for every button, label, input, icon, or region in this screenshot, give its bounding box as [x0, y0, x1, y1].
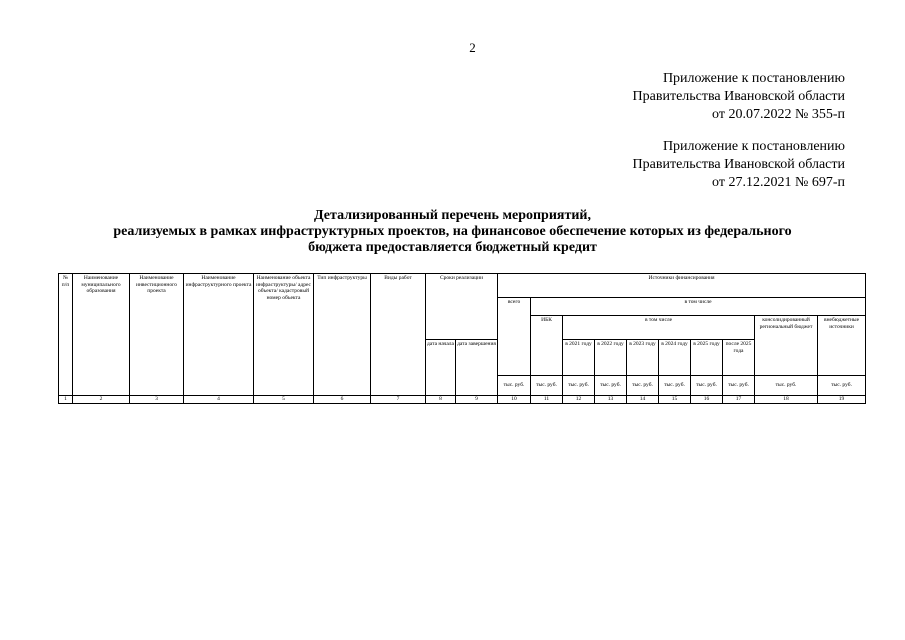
unit-cell: тыс. руб. [595, 376, 627, 396]
column-number: 3 [130, 396, 184, 404]
unit-cell: тыс. руб. [659, 376, 691, 396]
header-investment-project: Наименование инвестиционного проекта [130, 274, 184, 396]
unit-cell: тыс. руб. [723, 376, 755, 396]
header-start-date: дата начала [426, 340, 456, 396]
header-regional-budget: консолидированный региональный бюджет [755, 316, 818, 376]
column-number: 11 [531, 396, 563, 404]
header-infra-type: Тип инфраструктуры [314, 274, 371, 396]
appendix-line: Приложение к постановлению [662, 71, 845, 86]
column-number: 17 [723, 396, 755, 404]
header-object-name: Наименование объекта инфраструктуры/ адрес объекта/ кадастровый номер объекта [254, 274, 314, 396]
column-number: 19 [818, 396, 866, 404]
title-line: реализуемых в рамках инфраструктурных проектов, на финансовое обеспечение которых из федерального [113, 224, 792, 239]
header-work-type: Виды работ [371, 274, 426, 396]
column-number: 4 [184, 396, 254, 404]
appendix-line: от 20.07.2022 № 355-п [712, 107, 845, 122]
document-title [40, 208, 865, 256]
column-number: 12 [563, 396, 595, 404]
measures-table [58, 273, 866, 404]
header-end-date: дата завершения [456, 340, 498, 396]
header-of-which: в том числе [563, 316, 755, 340]
appendix-line: Правительства Ивановской области [632, 89, 845, 104]
column-number: 16 [691, 396, 723, 404]
unit-cell: тыс. руб. [627, 376, 659, 396]
header-sources: Источники финансирования [498, 274, 866, 298]
header-including: в том числе [531, 298, 866, 316]
unit-cell: тыс. руб. [818, 376, 866, 396]
header-terms: Сроки реализации [426, 274, 498, 340]
header-municipality: Наименование муниципального образования [73, 274, 130, 396]
column-number: 14 [627, 396, 659, 404]
column-number: 8 [426, 396, 456, 404]
column-number: 1 [59, 396, 73, 404]
header-after-2025: после 2025 года [723, 340, 755, 376]
column-number: 10 [498, 396, 531, 404]
appendix-line: от 27.12.2021 № 697-п [712, 175, 845, 190]
header-year-2023: в 2023 году [627, 340, 659, 376]
appendix-line: Правительства Ивановской области [632, 157, 845, 172]
title-line: бюджета предоставляется бюджетный кредит [308, 240, 597, 255]
appendix-line: Приложение к постановлению [662, 139, 845, 154]
appendix-original-reference [465, 138, 845, 192]
column-number: 18 [755, 396, 818, 404]
column-number-row [59, 396, 866, 404]
header-year-2022: в 2022 году [595, 340, 627, 376]
header-num: № п/п [59, 274, 73, 396]
column-number: 15 [659, 396, 691, 404]
appendix-current-reference [465, 70, 845, 124]
header-year-2024: в 2024 году [659, 340, 691, 376]
header-bk: ИБК [531, 316, 563, 376]
header-total: всего [498, 298, 531, 376]
page-number: 2 [469, 40, 476, 55]
header-year-2025: в 2025 году [691, 340, 723, 376]
column-number: 6 [314, 396, 371, 404]
column-number: 5 [254, 396, 314, 404]
column-number: 13 [595, 396, 627, 404]
unit-cell: тыс. руб. [691, 376, 723, 396]
column-number: 9 [456, 396, 498, 404]
title-line: Детализированный перечень мероприятий, [314, 208, 591, 223]
column-number: 2 [73, 396, 130, 404]
unit-cell: тыс. руб. [531, 376, 563, 396]
unit-cell: тыс. руб. [498, 376, 531, 396]
header-extrabudget: внебюджетные источники [818, 316, 866, 376]
header-infrastructure-project: Наименование инфраструктурного проекта [184, 274, 254, 396]
unit-cell: тыс. руб. [755, 376, 818, 396]
column-number: 7 [371, 396, 426, 404]
unit-cell: тыс. руб. [563, 376, 595, 396]
header-year-2021: в 2021 году [563, 340, 595, 376]
